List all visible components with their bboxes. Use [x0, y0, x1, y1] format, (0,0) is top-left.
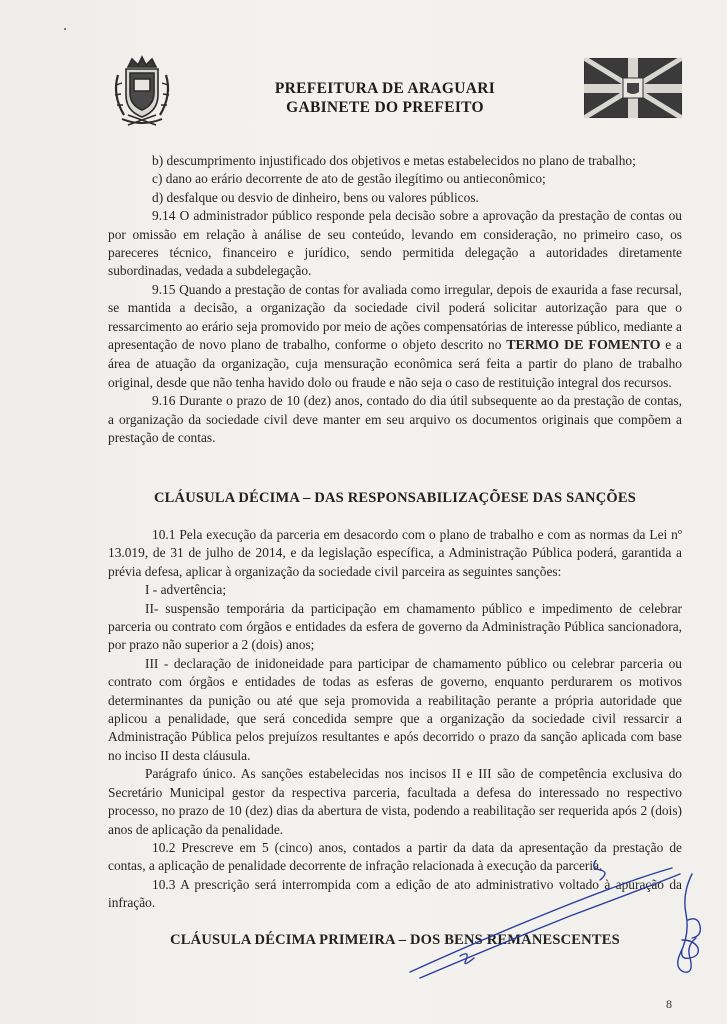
item-i: I - advertência;: [145, 582, 227, 598]
section-9-text: [108, 152, 682, 448]
speck: [64, 28, 66, 30]
page-number: 8: [666, 997, 672, 1011]
termo-de-fomento: TERMO DE FOMENTO: [506, 338, 661, 354]
paragraph-10-3: 10.3 A prescrição será interrompida com a edição de ato administrativo voltado à apuração da infração.: [108, 876, 682, 911]
paragraph-10-2: 10.2 Prescreve em 5 (cinco) anos, contados a partir da data da apresentação da prestação de contas, a aplicação de penalidade decorrente de infração relacionada à execução da parceria.: [108, 839, 682, 874]
header-title: [220, 79, 550, 117]
clause-11-heading: CLÁUSULA DÉCIMA PRIMEIRA – DOS BENS REMANESCENTES: [170, 932, 620, 948]
paragraph-c: c) dano ao erário decorrente de ato de gestão ilegítimo ou antieconômico;: [152, 171, 546, 187]
municipal-flag-icon: [584, 58, 682, 118]
item-ii: II- suspensão temporária da participação em chamamento público e impedimento de celebrar parceria ou contrato com órgãos e entidades da esfera de governo da Administração Pública sancionadora, por prazo não superior a 2 (dois) anos;: [108, 600, 682, 653]
header-title-line1: PREFEITURA DE ARAGUARI: [274, 80, 496, 97]
paragraph-9-16: 9.16 Durante o prazo de 10 (dez) anos, contado do dia útil subsequente ao da prestação de contas, a organização da sociedade civil deve manter em seu arquivo os documentos originais que compõem a prestação de contas.: [108, 393, 682, 446]
paragraph-d: d) desfalque ou desvio de dinheiro, bens ou valores públicos.: [152, 189, 479, 205]
header-title-line2: GABINETE DO PREFEITO: [286, 99, 484, 116]
paragraph-9-15: [108, 281, 682, 392]
section-10-text: [108, 526, 682, 913]
clause-10-heading: CLÁUSULA DÉCIMA – DAS RESPONSABILIZAÇÕESE DAS SANÇÕES: [154, 490, 636, 506]
paragraph-b: b) descumprimento injustificado dos objetivos e metas estabelecidos no plano de trabalho;: [152, 153, 636, 168]
paragraph-9-15-part2: e a área de atuação da organização, cuja mensuração econômica será feita a partir do plano de trabalho original, desde que não tenha havido dolo ou fraude e não seja o caso de restituição integral dos recursos.: [108, 337, 682, 390]
paragraph-9-14: 9.14 O administrador público responde pela decisão sobre a aprovação da prestação de contas ou por omissão em relação à análise de seu conteúdo, levando em consideração, no primeiro caso, os pareceres técnico, financeiro e jurídico, sendo permitida delegação a autoridades diretamente subordinadas, vedada a subdelegação.: [108, 208, 682, 279]
paragraph-9-15-part1: 9.15 Quando a prestação de contas for avaliada como irregular, depois de exaurida a fase recursal, se mantida a decisão, a organização da sociedade civil poderá solicitar autorização para que o ressarcimento ao erário seja promovido por meio de ações compensatórias de interesse público, mediante a apresentação de novo plano de trabalho, conforme o objeto descrito no: [108, 281, 682, 353]
coat-of-arms-icon: [108, 55, 176, 131]
item-iii: III - declaração de inidoneidade para participar de chamamento público ou celebrar parceria ou contrato com órgãos e entidades de todas as esferas de governo, enquanto perdurarem os motivos determinantes da punição ou até que seja promovida a reabilitação perante a própria autoridade que aplicou a penalidade, que será concedida sempre que a organização da sociedade civil ressarcir a Administração Pública pelos prejuízos resultantes e após decorrido o prazo da sanção aplicada com base no inciso II desta cláusula.: [108, 655, 682, 763]
paragrafo-unico: Parágrafo único. As sanções estabelecidas nos incisos II e III são de competência exclusiva do Secretário Municipal gestor da respectiva parceria, facultada a defesa do interessado no respectivo processo, no prazo de 10 (dez) dias da abertura de vista, podendo a reabilitação ser requerida após 2 (dois) anos de aplicação da penalidade.: [108, 766, 682, 837]
paragraph-10-1: 10.1 Pela execução da parceria em desacordo com o plano de trabalho e com as normas da Lei nº 13.019, de 31 de julho de 2014, e da legislação específica, a Administração Pública poderá, garantida a prévia defesa, aplicar à organização da sociedade civil parceira as seguintes sanções:: [108, 527, 682, 579]
